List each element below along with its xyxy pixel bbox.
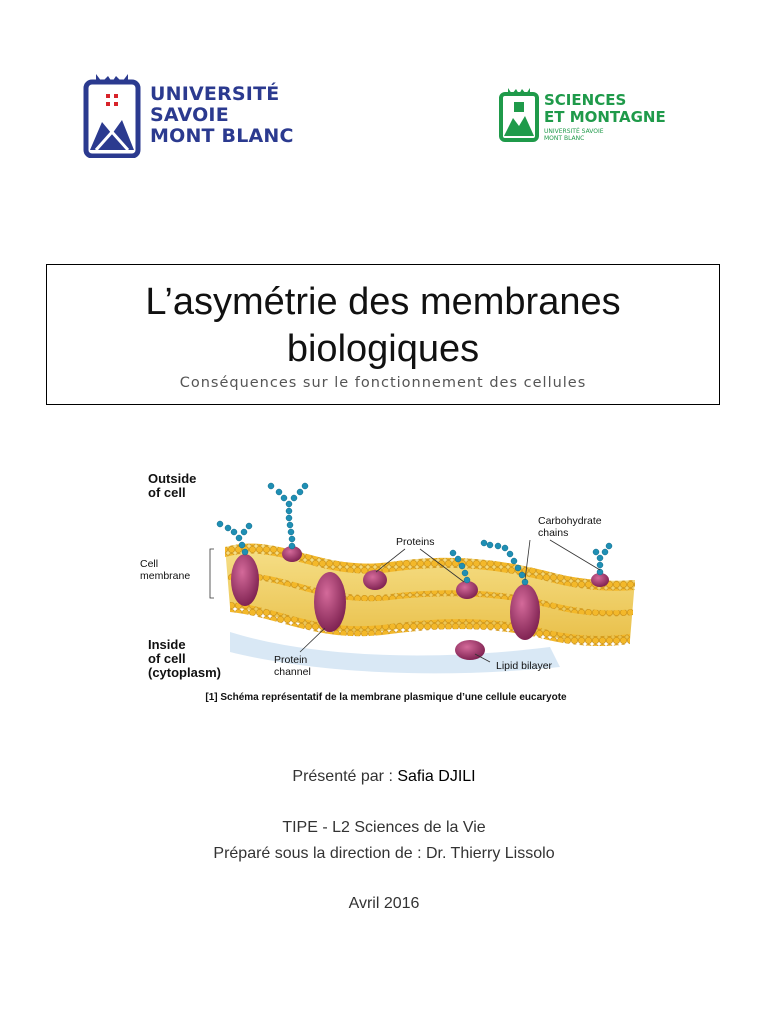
label-proteins: Proteins: [396, 536, 435, 548]
label-carbohydrate-chains: [538, 515, 602, 539]
usmb-logo-line1: UNIVERSITÉ: [150, 83, 280, 105]
label-lipid-bilayer: Lipid bilayer: [496, 660, 553, 672]
label-outside-line2: of cell: [148, 485, 186, 500]
document-subtitle: Conséquences sur le fonctionnement des cellules: [179, 375, 587, 391]
presenter-name: Safia DJILI: [397, 768, 476, 785]
label-cell-membrane-line2: membrane: [140, 570, 191, 582]
sciences-montagne-shield-icon: [498, 86, 540, 142]
sm-logo-sub2: MONT BLANC: [544, 135, 585, 142]
sm-logo-sub1: UNIVERSITÉ SAVOIE: [544, 128, 604, 135]
label-inside-of-cell: [148, 638, 221, 680]
course-line: TIPE - L2 Sciences de la Vie: [282, 819, 486, 836]
date-line: Avril 2016: [348, 895, 420, 912]
label-inside-line1: Inside: [148, 637, 186, 652]
label-protein-channel: [274, 654, 311, 678]
sm-logo-line2: ET MONTAGNE: [544, 108, 666, 126]
label-cell-membrane-line1: Cell: [140, 558, 159, 570]
label-inside-line3: (cytoplasm): [148, 665, 221, 680]
usmb-logo-line3: MONT BLANC: [150, 125, 294, 147]
title-box: [46, 264, 720, 405]
presented-by-line: [0, 768, 768, 786]
usmb-shield-icon: [82, 72, 142, 158]
label-inside-line2: of cell: [148, 651, 186, 666]
label-carbohydrate-line1: Carbohydrate: [538, 515, 602, 527]
label-outside-of-cell: [148, 472, 196, 500]
sm-logo-line1: SCIENCES: [544, 91, 627, 109]
document-title: L’asymétrie des membranes biologiques: [145, 281, 621, 370]
label-protein-channel-line2: channel: [274, 666, 311, 678]
direction-line: Préparé sous la direction de : Dr. Thierry Lissolo: [213, 845, 555, 862]
usmb-logo-line2: SAVOIE: [150, 104, 229, 126]
sciences-montagne-logo: [498, 86, 698, 156]
label-cell-membrane: [140, 558, 190, 582]
presented-by-label: Présenté par :: [292, 768, 398, 785]
label-protein-channel-line1: Protein: [274, 654, 308, 666]
label-outside-line1: Outside: [148, 471, 197, 486]
usmb-logo: [82, 72, 322, 162]
label-carbohydrate-line2: chains: [538, 527, 569, 539]
figure-caption: [1] Schéma représentatif de la membrane plasmique d’une cellule eucaryote: [205, 692, 567, 703]
membrane-figure: [130, 462, 650, 692]
